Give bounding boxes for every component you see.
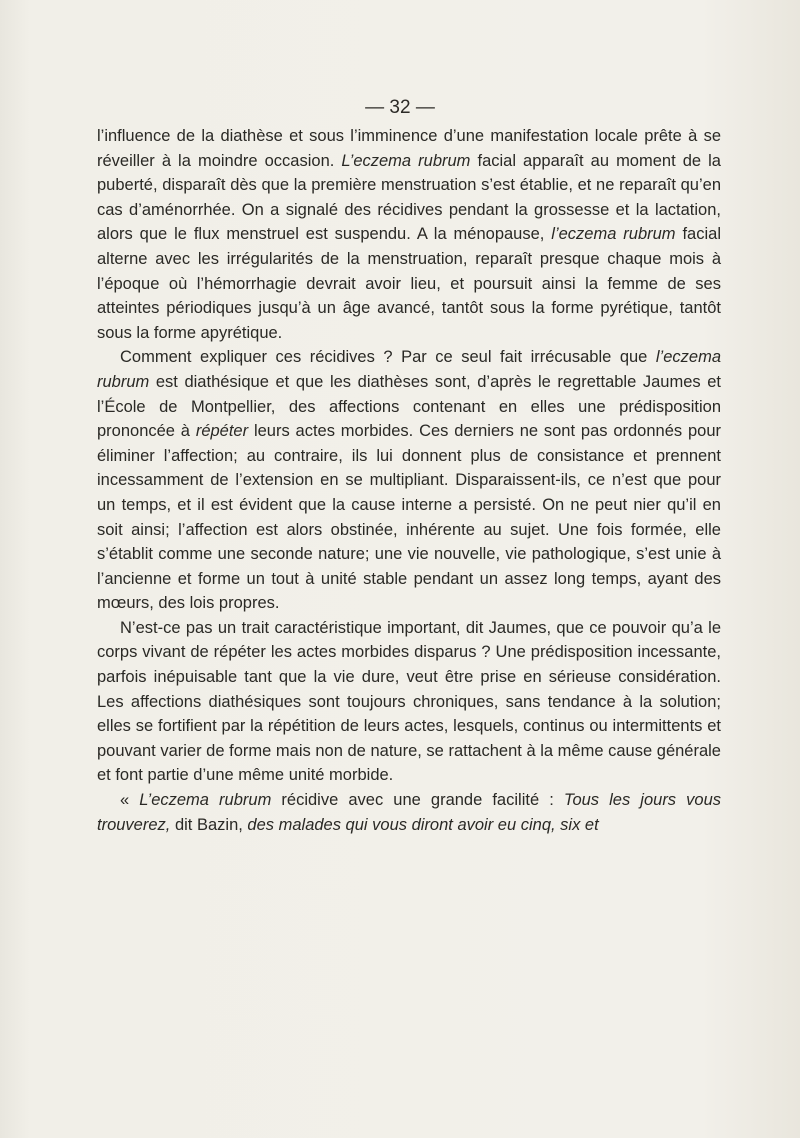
italic-run: l’eczema rubrum: [551, 225, 676, 244]
text-run: «: [120, 791, 140, 810]
italic-run: L’eczema rubrum: [139, 791, 272, 810]
italic-run: l’eczema rubrum: [97, 348, 721, 391]
italic-run: répéter: [195, 422, 249, 441]
page-number: — 32 —: [365, 97, 435, 118]
text-run: est diathésique et que les diathèses sont, d’après le regrettable Jaumes et l’École de Montpellier, des affections contenant en elles une prédisposition prononcée à: [97, 372, 721, 441]
text-run: Comment expliquer ces récidives ? Par ce seul fait irrécusable que: [120, 348, 656, 367]
text-run: récidive avec une grande facilité :: [271, 791, 564, 810]
text-run: N’est-ce pas un trait caractéristique important, dit Jaumes, que ce pouvoir qu’a le corps vivant de répéter les actes morbides disparus ? Une prédisposition incessante, parfois inépuisable tant que la vie dure, veut être prise en sérieuse considération. Les affections diathésiques sont toujours chroniques, sans tendance à la solution; elles se fortifient par la répétition de leurs actes, lesquels, continus ou intermittents et pouvant varier de forme mais non de nature, se rattachent à la même cause générale et font partie d’une même unité morbide.: [97, 618, 721, 785]
text-run: facial apparaît au moment de la puberté, disparaît dès que la première menstruation s’est établie, et ne reparaît qu’en cas d’aménorrhée. On a signalé des récidives pendant la grossesse et la lactation, alors que le flux menstruel est suspendu. A la ménopause,: [97, 151, 721, 244]
italic-run: des malades qui vous diront avoir eu cinq, six et: [247, 815, 599, 834]
paragraph: [97, 124, 721, 345]
paragraph: [97, 616, 721, 788]
italic-run: Tous les jours vous trouverez,: [97, 791, 721, 834]
italic-run: L’eczema rubrum: [341, 151, 471, 170]
text-run: dit Bazin,: [170, 815, 248, 834]
paragraph: [97, 788, 721, 837]
text-run: leurs actes morbides. Ces derniers ne sont pas ordonnés pour éliminer l’affection; au contraire, ils lui donnent plus de consistance et prennent incessamment de l’extension en se multipliant. Disparaissent-ils, ce n’est que pour un temps, et il est évident que la cause interne a persisté. On ne peut nier qu’il en soit ainsi; l’affection est alors obstinée, inhérente au sujet. Une fois formée, elle s’établit comme une seconde nature; une vie nouvelle, vie pathologique, s’est unie à l’ancienne et forme un tout à unité stable pendant un assez long temps, ayant des mœurs, des lois propres.: [97, 422, 721, 613]
paragraph: [97, 345, 721, 616]
text-run: facial alterne avec les irrégularités de la menstruation, reparaît presque chaque mois à l’époque où l’hémorrhagie devrait avoir lieu, et poursuit ainsi la femme de ses atteintes périodiques jusqu’à un âge avancé, tantôt sous la forme pyrétique, tantôt sous la forme apyrétique.: [97, 225, 721, 342]
text-run: l’influence de la diathèse et sous l’imminence d’une manifestation locale prête à se réveiller à la moindre occasion.: [97, 127, 721, 170]
body-text: [97, 124, 721, 837]
